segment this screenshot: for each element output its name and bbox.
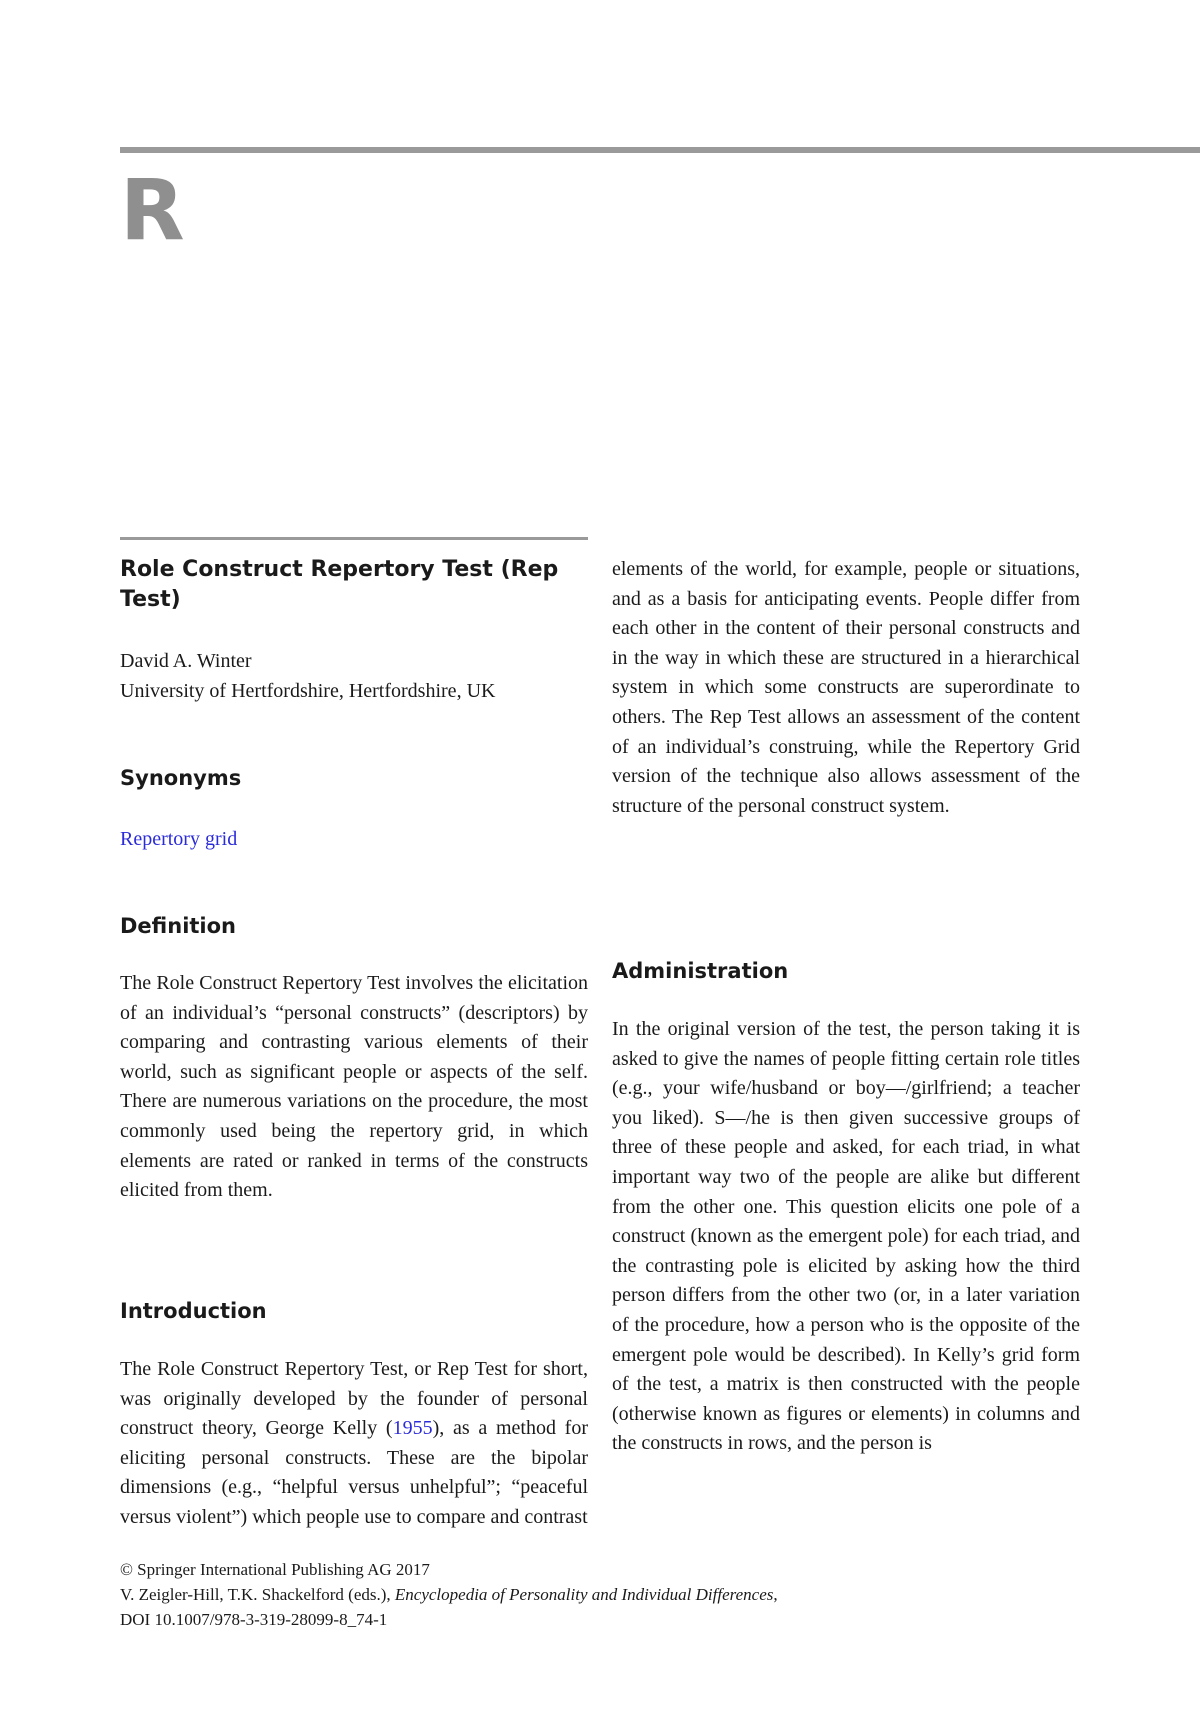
administration-text: In the original version of the test, the person taking it is asked to give the names of people fitting certain role titles (e.g., your wife/husband or boy—/girlfriend; a teacher you liked). S—/he is then given successive groups of three of these people and asked, for each triad, in what important way two of the people are alike but different from the other one. This question elicits one pole of a construct (known as the emergent pole) for each triad, and the contrasting pole is elicited by asking how the third person differs from the other two (or, in a later variation of the procedure, how a person who is the opposite of the emergent pole would be described). In Kelly’s grid form of the test, a matrix is then constructed with the people (otherwise known as figures or elements) in columns and the constructs in rows, and the person is: [612, 1018, 1080, 1455]
chapter-letter: R: [120, 161, 185, 259]
synonym-link-text[interactable]: Repertory grid: [120, 828, 238, 850]
copyright-line: © Springer International Publishing AG 2017: [120, 1560, 430, 1579]
synonym-link-repertory-grid[interactable]: [120, 824, 237, 854]
citation-line: [120, 1582, 1020, 1607]
definition-heading: Definition: [120, 914, 237, 938]
title-rule: [120, 537, 588, 540]
author-name: David A. Winter: [120, 650, 252, 672]
book-title-suffix: ,: [773, 1585, 778, 1604]
entry-title: Role Construct Repertory Test (Rep Test): [120, 557, 559, 612]
definition-text: The Role Construct Repertory Test involves the elicitation of an individual’s “personal constructs” (descriptors) by comparing and contrasting various elements of their world, such as significant people or aspects of the self. There are numerous variations on the procedure, the most commonly used being the repertory grid, in which elements are rated or ranked in terms of the constructs elicited from them.: [120, 972, 588, 1202]
introduction-text-start: The Role Construct Repertory Test, or Rep Test for short, was originally developed by the founder of personal construct theory, George Kelly (: [120, 1358, 588, 1440]
page-footer: [120, 1557, 1020, 1632]
introduction-text-end: ), as a method for eliciting personal constructs. These are the bipolar dimensions (e.g., “helpful versus unhelpful”; “peaceful versus violent”) which people use to compare and contrast: [120, 1417, 588, 1528]
editors-text: V. Zeigler-Hill, T.K. Shackelford (eds.),: [120, 1585, 395, 1604]
author-affiliation: University of Hertfordshire, Hertfordshire, UK: [120, 680, 496, 702]
introduction-heading: Introduction: [120, 1299, 267, 1323]
header-rule: [120, 147, 1200, 153]
administration-heading: Administration: [612, 959, 789, 983]
introduction-text-part1: [120, 1355, 588, 1552]
introduction-text-continued: elements of the world, for example, people or situations, and as a basis for anticipating events. People differ from each other in the content of their personal constructs and in the way in which these are structured in a hierarchical system in which some constructs are superordinate to others. The Rep Test allows an assessment of the content of an individual’s construing, while the Repertory Grid version of the technique also allows assessment of the structure of the personal construct system.: [612, 558, 1080, 817]
book-title: Encyclopedia of Personality and Individual Differences: [394, 1585, 774, 1604]
doi-line: DOI 10.1007/978-3-319-28099-8_74-1: [120, 1610, 388, 1629]
synonyms-heading: Synonyms: [120, 766, 242, 790]
citation-link-1955[interactable]: 1955: [392, 1417, 433, 1440]
